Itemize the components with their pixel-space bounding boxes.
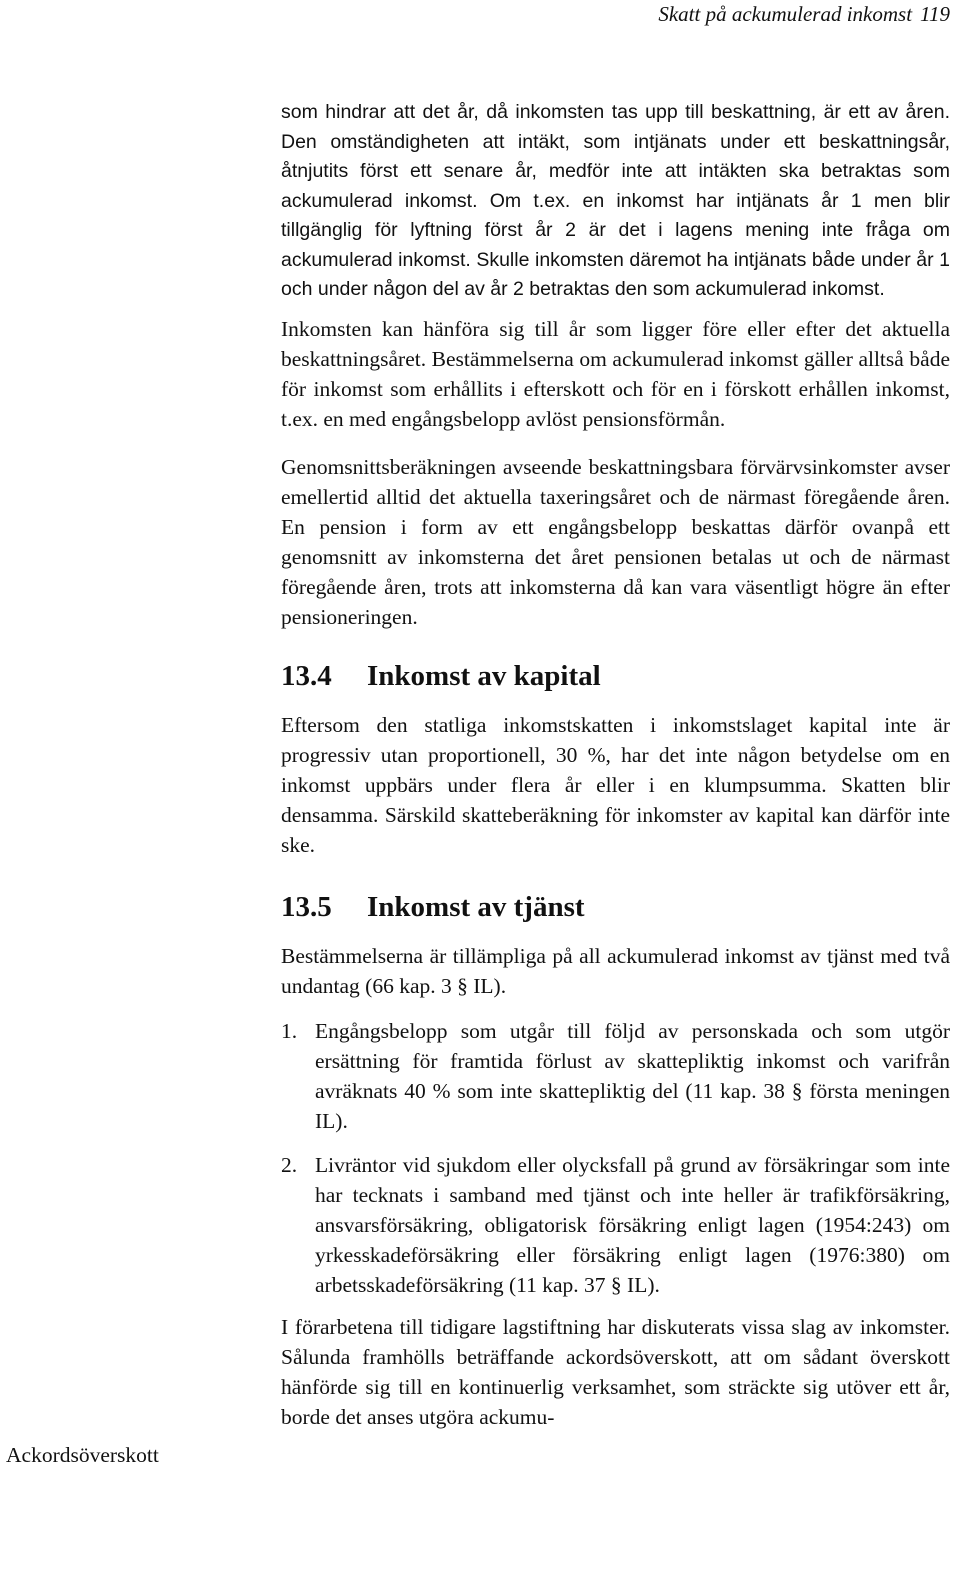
section-number: 13.5	[281, 890, 332, 923]
running-header	[658, 2, 950, 27]
section-heading-13-5	[281, 887, 950, 927]
paragraph-tjanst-intro: Bestämmelserna är tillämpliga på all ackumulerad inkomst av tjänst med två undantag (66 kap. 3 § IL).	[281, 943, 950, 998]
list-item	[281, 1150, 950, 1300]
paragraph-genomsnittsberakning: Genomsnittsberäkningen avseende beskattningsbara förvärvsinkomster avser emellertid alltid det aktuella taxeringsåret och de närmast föregående åren. En pension i form av ett engångsbelopp beskattas därför ovanpå ett genomsnitt av inkomsterna det året pensionen betalas ut och de närmast föregående åren, trots att inkomsterna då kan vara väsentligt högre än efter pensioneringen.	[281, 454, 950, 629]
exception-list	[281, 1016, 950, 1300]
section-title: Inkomst av tjänst	[367, 890, 585, 923]
page-number: 119	[920, 2, 950, 26]
margin-note: Ackordsöverskott	[6, 1443, 159, 1467]
section-heading-13-4	[281, 656, 950, 696]
paragraph-ackumulerad-definition: som hindrar att det år, då inkomsten tas upp till beskattning, är ett av åren. Den omständigheten att intäkt, som intjänats under ett beskattningsår, åtnjutits först ett senare år, medför inte att intäkten ska betraktas som ackumulerad inkomst. Om t.ex. en inkomst har intjänats år 1 men blir tillgänglig för lyftning först år 2 är det i lagens mening inte fråga om ackumulerad inkomst. Skulle inkomsten däremot ha intjänats både under år 1 och under någon del av år 2 betraktas den som ackumulerad inkomst.	[281, 101, 950, 300]
running-title: Skatt på ackumulerad inkomst	[658, 2, 913, 26]
list-item-number: 1.	[281, 1018, 298, 1043]
section-title: Inkomst av kapital	[367, 659, 601, 692]
list-item-number: 2.	[281, 1152, 298, 1177]
paragraph-ackordsoverskott: I förarbetena till tidigare lagstiftning har diskuterats vissa slag av inkomster. Sålunda framhölls beträffande ackordsöverskott, att om sådant överskott hänförde sig till en kontinuerlig verksamhet, som sträckte sig utöver ett år, borde det anses utgöra ackumu-	[281, 1314, 950, 1429]
list-item-text: Engångsbelopp som utgår till följd av personskada och som utgör ersättning för framtida förlust av skattepliktig inkomst och varifrån avräknats 40 % som inte skattepliktig del (11 kap. 38 § första meningen IL).	[315, 1018, 950, 1133]
paragraph-inkomst-hanfora: Inkomsten kan hänföra sig till år som ligger före eller efter det aktuella beskattningsåret. Bestämmelserna om ackumulerad inkomst gäller alltså både för inkomst som erhållits i efterskott och för en i förskott erhållen inkomst, t.ex. en med engångsbelopp avlöst pensionsförmån.	[281, 316, 950, 431]
paragraph-inkomst-av-kapital: Eftersom den statliga inkomstskatten i inkomstslaget kapital inte är progressiv utan proportionell, 30 %, har det inte någon betydelse om en inkomst uppbärs under flera år eller i en klumpsumma. Skatten blir densamma. Särskild skatteberäkning för inkomster av kapital kan därför inte ske.	[281, 712, 950, 857]
section-number: 13.4	[281, 659, 332, 692]
text-column	[281, 98, 950, 1432]
list-item	[281, 1016, 950, 1136]
list-item-text: Livräntor vid sjukdom eller olycksfall på grund av försäkringar som inte har tecknats i samband med tjänst och inte heller är trafikförsäkring, ansvarsförsäkring, obligatorisk försäkring enligt lagen (1954:243) om yrkesskadeförsäkring eller försäkring enligt lagen (1976:380) om arbetsskadeförsäkring (11 kap. 37 § IL).	[315, 1152, 950, 1297]
